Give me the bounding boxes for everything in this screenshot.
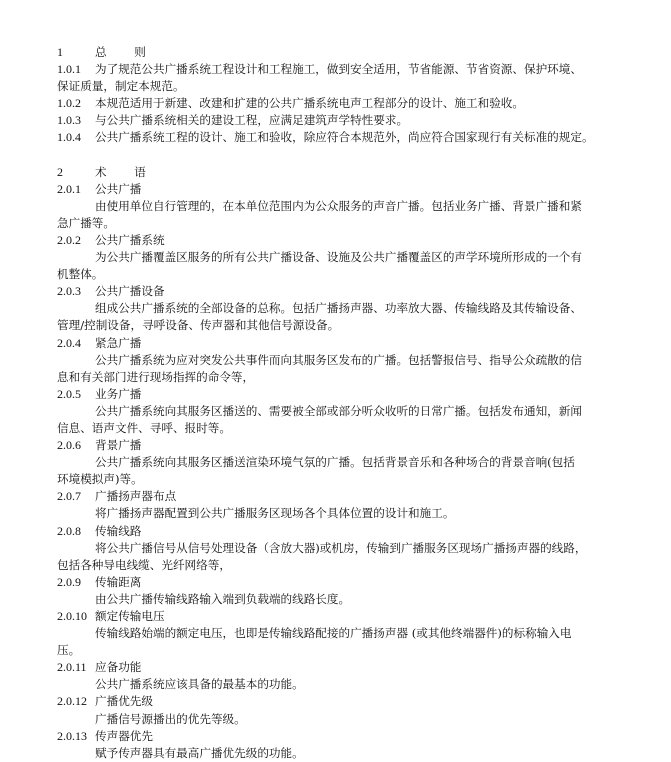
term-name: 紧急广播 (95, 335, 142, 350)
term-heading (0, 693, 671, 710)
term-definition-continuation: 机整体。 (57, 267, 104, 282)
term-number: 2.0.5 (57, 386, 81, 401)
term-heading (0, 488, 671, 505)
term-definition: 广播信号源播出的优先等级。 (95, 711, 246, 726)
term-definition: 公共广播系统向其服务区播送的、需要被全部或部分听众收听的日常广播。包括发布通知，新闻 (95, 403, 582, 418)
term-heading (0, 181, 671, 198)
term-heading (0, 523, 671, 540)
clause-text: 与公共广播系统相关的建设工程，应满足建筑声学特性要求。 (95, 113, 409, 128)
term-name: 公共广播系统 (95, 232, 165, 247)
term-definition-continuation: 急广播等。 (57, 215, 115, 230)
term-definition-continuation: 压。 (57, 643, 81, 658)
term-definition: 赋予传声器具有最高广播优先级的功能。 (95, 745, 304, 760)
clause-number: 1.0.1 (57, 62, 81, 77)
clause (0, 61, 671, 78)
term-name: 广播扬声器布点 (95, 489, 177, 504)
term-definition-continuation: 管理/控制设备，寻呼设备、传声器和其他信号源设备。 (57, 318, 340, 333)
term-heading (0, 437, 671, 454)
term-number: 2.0.1 (57, 181, 81, 196)
term-number: 2.0.11 (57, 660, 87, 675)
term-definition-continuation: 息和有关部门进行现场指挥的命令等， (57, 369, 255, 384)
term-name: 传输线路 (95, 523, 142, 538)
term-number: 2.0.13 (57, 728, 87, 743)
section-heading (0, 44, 671, 61)
term-number: 2.0.9 (57, 574, 81, 589)
clause-text: 本规范适用于新建、改建和扩建的公共广播系统电声工程部分的设计、施工和验收。 (95, 96, 524, 111)
term-definition: 由使用单位自行管理的，在本单位范围内为公众服务的声音广播。包括业务广播、背景广播和紧 (95, 198, 582, 213)
clause-text: 公共广播系统工程的设计、施工和验收，除应符合本规范外，尚应符合国家现行有关标准的规定。 (95, 130, 594, 145)
term-name: 应备功能 (95, 660, 142, 675)
term-definition: 由公共广播传输线路输入端到负载端的线路长度。 (95, 591, 351, 606)
clause-continuation: 保证质量，制定本规范。 (57, 79, 185, 94)
clause-number: 1.0.4 (57, 130, 81, 145)
term-number: 2.0.3 (57, 284, 81, 299)
term-definition: 传输线路始端的额定电压，也即是传输线路配接的广播扬声器 (或其他终端器件)的标称输入电 (95, 626, 572, 641)
term-definition: 公共广播系统应该具备的最基本的功能。 (95, 677, 304, 692)
term-name: 额定传输电压 (95, 609, 165, 623)
section-title: 术 语 (95, 164, 158, 179)
term-heading (0, 335, 671, 352)
term-definition: 组成公共广播系统的全部设备的总称。包括广播扬声器、功率放大器、传输线路及其传输设备、 (95, 301, 582, 316)
term-number: 2.0.6 (57, 438, 81, 453)
section-heading (0, 164, 671, 181)
term-name: 传输距离 (95, 574, 142, 589)
term-number: 2.0.2 (57, 232, 81, 247)
clause-text: 为了规范公共广播系统工程设计和工程施工，做到安全适用，节省能源、节省资源、保护环境、 (95, 62, 582, 77)
clause-number: 1.0.2 (57, 96, 81, 111)
section-title: 总 则 (95, 45, 158, 59)
term-number: 2.0.12 (57, 694, 87, 709)
clause (0, 95, 671, 112)
term-definition: 将广播扬声器配置到公共广播服务区现场各个具体位置的设计和施工。 (95, 506, 455, 521)
term-name: 传声器优先 (95, 728, 153, 743)
term-definition-continuation: 环境模拟声)等。 (57, 472, 143, 487)
clause-number: 1.0.3 (57, 113, 81, 128)
term-heading (0, 232, 671, 249)
term-heading (0, 728, 671, 745)
term-name: 业务广播 (95, 386, 142, 401)
term-number: 2.0.8 (57, 523, 81, 538)
term-number: 2.0.10 (57, 609, 87, 623)
term-name: 背景广播 (95, 438, 142, 453)
section-number: 1 (57, 45, 63, 59)
term-definition: 公共广播系统为应对突发公共事件而向其服务区发布的广播。包括警报信号、指导公众疏散的信 (95, 352, 582, 367)
term-definition: 将公共广播信号从信号处理设备（含放大器)或机房，传输到广播服务区现场广播扬声器的线路， (95, 540, 587, 555)
term-definition: 为公共广播覆盖区服务的所有公共广播设备、设施及公共广播覆盖区的声学环境所形成的一个有 (95, 250, 582, 265)
term-name: 广播优先级 (95, 694, 153, 709)
term-heading (0, 659, 671, 676)
term-heading (0, 608, 671, 625)
term-name: 公共广播设备 (95, 284, 165, 299)
term-definition: 公共广播系统向其服务区播送渲染环境气氛的广播。包括背景音乐和各种场合的背景音响(包括 (95, 455, 575, 470)
term-number: 2.0.4 (57, 335, 81, 350)
term-definition-continuation: 包括各种导电线缆、光纤网络等， (57, 557, 231, 572)
term-definition-continuation: 信息、语声文件、寻呼、报时等。 (57, 420, 231, 435)
section-number: 2 (57, 164, 63, 179)
term-name: 公共广播 (95, 181, 142, 196)
section-spacer (0, 147, 671, 164)
term-heading (0, 574, 671, 591)
clause (0, 129, 671, 146)
term-heading (0, 283, 671, 300)
clause (0, 112, 671, 129)
term-number: 2.0.7 (57, 489, 81, 504)
term-heading (0, 386, 671, 403)
